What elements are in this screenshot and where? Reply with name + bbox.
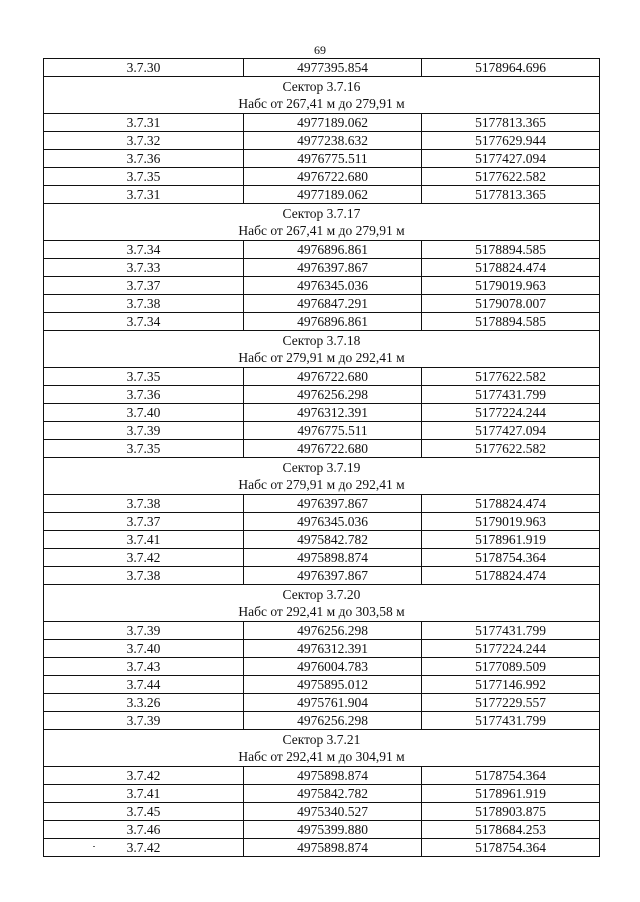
y-coordinate-cell: 5177431.799 xyxy=(422,712,600,730)
table-row xyxy=(44,712,600,730)
table-row xyxy=(44,114,600,132)
y-coordinate-cell: 5177622.582 xyxy=(422,168,600,186)
x-coordinate-cell: 4975399.880 xyxy=(244,821,422,839)
point-id-cell: 3.7.42 xyxy=(44,839,244,857)
table-row xyxy=(44,132,600,150)
table-row xyxy=(44,150,600,168)
y-coordinate-cell: 5177813.365 xyxy=(422,186,600,204)
sector-title: Сектор 3.7.16 xyxy=(282,79,361,94)
point-id-cell: 3.7.41 xyxy=(44,531,244,549)
point-id-cell: 3.7.41 xyxy=(44,785,244,803)
sector-height-range: Набс от 292,41 м до 304,91 м xyxy=(238,749,405,764)
point-id-cell: 3.7.35 xyxy=(44,440,244,458)
table-row xyxy=(44,640,600,658)
sector-title: Сектор 3.7.17 xyxy=(282,206,361,221)
point-id-cell: 3.7.42 xyxy=(44,767,244,785)
table-row xyxy=(44,404,600,422)
sector-header-cell xyxy=(44,77,600,114)
point-id-cell: 3.7.32 xyxy=(44,132,244,150)
table-row xyxy=(44,277,600,295)
y-coordinate-cell: 5178894.585 xyxy=(422,241,600,259)
table-row xyxy=(44,186,600,204)
point-id-cell: 3.7.36 xyxy=(44,150,244,168)
x-coordinate-cell: 4976397.867 xyxy=(244,259,422,277)
point-id-cell: 3.7.44 xyxy=(44,676,244,694)
point-id-cell: 3.7.39 xyxy=(44,622,244,640)
point-id-cell: 3.7.30 xyxy=(44,59,244,77)
table-row xyxy=(44,785,600,803)
sector-header-cell xyxy=(44,204,600,241)
x-coordinate-cell: 4976256.298 xyxy=(244,712,422,730)
point-id-cell: 3.7.31 xyxy=(44,186,244,204)
x-coordinate-cell: 4976847.291 xyxy=(244,295,422,313)
x-coordinate-cell: 4977189.062 xyxy=(244,186,422,204)
y-coordinate-cell: 5178754.364 xyxy=(422,839,600,857)
y-coordinate-cell: 5178824.474 xyxy=(422,567,600,585)
x-coordinate-cell: 4976256.298 xyxy=(244,386,422,404)
x-coordinate-cell: 4976256.298 xyxy=(244,622,422,640)
x-coordinate-cell: 4976397.867 xyxy=(244,495,422,513)
sector-title: Сектор 3.7.20 xyxy=(282,587,361,602)
point-id-cell: 3.7.35 xyxy=(44,368,244,386)
y-coordinate-cell: 5179019.963 xyxy=(422,277,600,295)
y-coordinate-cell: 5179019.963 xyxy=(422,513,600,531)
x-coordinate-cell: 4976722.680 xyxy=(244,168,422,186)
page-number: 69 xyxy=(314,43,326,57)
x-coordinate-cell: 4975895.012 xyxy=(244,676,422,694)
sector-header-row xyxy=(44,77,600,114)
x-coordinate-cell: 4975898.874 xyxy=(244,839,422,857)
y-coordinate-cell: 5178824.474 xyxy=(422,495,600,513)
point-id-cell: 3.7.33 xyxy=(44,259,244,277)
point-id-cell: 3.3.26 xyxy=(44,694,244,712)
y-coordinate-cell: 5179078.007 xyxy=(422,295,600,313)
sector-title: Сектор 3.7.21 xyxy=(282,732,361,747)
x-coordinate-cell: 4976312.391 xyxy=(244,404,422,422)
x-coordinate-cell: 4976775.511 xyxy=(244,422,422,440)
x-coordinate-cell: 4975842.782 xyxy=(244,531,422,549)
sector-header-cell xyxy=(44,331,600,368)
point-id-cell: 3.7.38 xyxy=(44,295,244,313)
point-id-cell: 3.7.39 xyxy=(44,712,244,730)
x-coordinate-cell: 4975898.874 xyxy=(244,767,422,785)
sector-title: Сектор 3.7.19 xyxy=(282,460,361,475)
table-row xyxy=(44,549,600,567)
y-coordinate-cell: 5177224.244 xyxy=(422,404,600,422)
y-coordinate-cell: 5178894.585 xyxy=(422,313,600,331)
y-coordinate-cell: 5177427.094 xyxy=(422,422,600,440)
x-coordinate-cell: 4976722.680 xyxy=(244,368,422,386)
point-id-cell: 3.7.46 xyxy=(44,821,244,839)
point-id-cell: 3.7.38 xyxy=(44,567,244,585)
sector-header-cell xyxy=(44,730,600,767)
point-id-cell: 3.7.36 xyxy=(44,386,244,404)
x-coordinate-cell: 4976775.511 xyxy=(244,150,422,168)
table-row xyxy=(44,59,600,77)
x-coordinate-cell: 4976312.391 xyxy=(244,640,422,658)
sector-header-row xyxy=(44,585,600,622)
sector-height-range: Набс от 267,41 м до 279,91 м xyxy=(238,96,405,111)
x-coordinate-cell: 4975842.782 xyxy=(244,785,422,803)
y-coordinate-cell: 5177622.582 xyxy=(422,440,600,458)
x-coordinate-cell: 4977189.062 xyxy=(244,114,422,132)
table-row xyxy=(44,803,600,821)
sector-title: Сектор 3.7.18 xyxy=(282,333,361,348)
x-coordinate-cell: 4976722.680 xyxy=(244,440,422,458)
scan-speck xyxy=(93,846,95,847)
table-row xyxy=(44,368,600,386)
coordinates-table xyxy=(43,58,600,857)
table-row xyxy=(44,295,600,313)
y-coordinate-cell: 5177089.509 xyxy=(422,658,600,676)
point-id-cell: 3.7.42 xyxy=(44,549,244,567)
table-row xyxy=(44,386,600,404)
sector-height-range: Набс от 279,91 м до 292,41 м xyxy=(238,350,405,365)
sector-header-cell xyxy=(44,585,600,622)
coordinates-table-body xyxy=(44,59,600,857)
x-coordinate-cell: 4976896.861 xyxy=(244,313,422,331)
table-row xyxy=(44,767,600,785)
point-id-cell: 3.7.34 xyxy=(44,241,244,259)
table-row xyxy=(44,676,600,694)
x-coordinate-cell: 4975340.527 xyxy=(244,803,422,821)
sector-height-range: Набс от 292,41 м до 303,58 м xyxy=(238,604,405,619)
x-coordinate-cell: 4976896.861 xyxy=(244,241,422,259)
x-coordinate-cell: 4975761.904 xyxy=(244,694,422,712)
y-coordinate-cell: 5178964.696 xyxy=(422,59,600,77)
x-coordinate-cell: 4976345.036 xyxy=(244,277,422,295)
point-id-cell: 3.7.40 xyxy=(44,640,244,658)
y-coordinate-cell: 5178824.474 xyxy=(422,259,600,277)
y-coordinate-cell: 5177146.992 xyxy=(422,676,600,694)
sector-height-range: Набс от 279,91 м до 292,41 м xyxy=(238,477,405,492)
y-coordinate-cell: 5177431.799 xyxy=(422,622,600,640)
y-coordinate-cell: 5178754.364 xyxy=(422,767,600,785)
point-id-cell: 3.7.40 xyxy=(44,404,244,422)
sector-header-row xyxy=(44,458,600,495)
x-coordinate-cell: 4976345.036 xyxy=(244,513,422,531)
table-row xyxy=(44,259,600,277)
table-row xyxy=(44,839,600,857)
table-row xyxy=(44,658,600,676)
point-id-cell: 3.7.37 xyxy=(44,513,244,531)
y-coordinate-cell: 5177629.944 xyxy=(422,132,600,150)
y-coordinate-cell: 5178961.919 xyxy=(422,785,600,803)
y-coordinate-cell: 5178754.364 xyxy=(422,549,600,567)
sector-header-row xyxy=(44,204,600,241)
point-id-cell: 3.7.39 xyxy=(44,422,244,440)
table-row xyxy=(44,168,600,186)
y-coordinate-cell: 5177622.582 xyxy=(422,368,600,386)
y-coordinate-cell: 5177224.244 xyxy=(422,640,600,658)
y-coordinate-cell: 5177427.094 xyxy=(422,150,600,168)
y-coordinate-cell: 5177229.557 xyxy=(422,694,600,712)
x-coordinate-cell: 4975898.874 xyxy=(244,549,422,567)
x-coordinate-cell: 4976004.783 xyxy=(244,658,422,676)
point-id-cell: 3.7.34 xyxy=(44,313,244,331)
sector-header-cell xyxy=(44,458,600,495)
table-row xyxy=(44,422,600,440)
table-row xyxy=(44,495,600,513)
sector-header-row xyxy=(44,331,600,368)
sector-height-range: Набс от 267,41 м до 279,91 м xyxy=(238,223,405,238)
table-row xyxy=(44,567,600,585)
point-id-cell: 3.7.37 xyxy=(44,277,244,295)
point-id-cell: 3.7.31 xyxy=(44,114,244,132)
table-row xyxy=(44,313,600,331)
table-row xyxy=(44,241,600,259)
x-coordinate-cell: 4977238.632 xyxy=(244,132,422,150)
table-row xyxy=(44,513,600,531)
y-coordinate-cell: 5178684.253 xyxy=(422,821,600,839)
y-coordinate-cell: 5177431.799 xyxy=(422,386,600,404)
table-row xyxy=(44,622,600,640)
point-id-cell: 3.7.35 xyxy=(44,168,244,186)
y-coordinate-cell: 5177813.365 xyxy=(422,114,600,132)
table-row xyxy=(44,440,600,458)
table-row xyxy=(44,694,600,712)
point-id-cell: 3.7.38 xyxy=(44,495,244,513)
x-coordinate-cell: 4977395.854 xyxy=(244,59,422,77)
x-coordinate-cell: 4976397.867 xyxy=(244,567,422,585)
sector-header-row xyxy=(44,730,600,767)
point-id-cell: 3.7.45 xyxy=(44,803,244,821)
table-row xyxy=(44,821,600,839)
y-coordinate-cell: 5178961.919 xyxy=(422,531,600,549)
y-coordinate-cell: 5178903.875 xyxy=(422,803,600,821)
table-row xyxy=(44,531,600,549)
point-id-cell: 3.7.43 xyxy=(44,658,244,676)
